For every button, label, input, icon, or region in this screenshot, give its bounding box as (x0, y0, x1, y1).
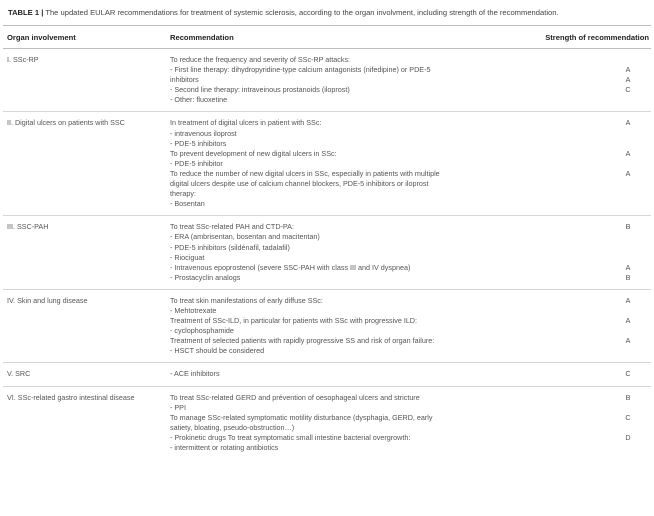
recommendation-line: To treat SSc-related PAH and CTD-PA: (170, 222, 294, 232)
strength-grade (609, 443, 647, 453)
strength-grade (609, 403, 647, 413)
recommendation-line: - First line therapy: dihydropyridine-type calcium antagonists (nifedipine) or PDE-5 (170, 65, 431, 75)
recommendation-line: inhibitors (170, 75, 199, 85)
strength-grade: D (625, 432, 631, 442)
strength-grade (609, 189, 647, 199)
organ-involvement-text: III. SSC-PAH (7, 222, 49, 232)
recommendation-line: To treat SSc-related GERD and prévention of oesophageal ulcers and stricture (170, 392, 420, 402)
recommendation-line: In treatment of digital ulcers in patient with SSc: (170, 118, 322, 128)
organ-involvement-text: I. SSc-RP (7, 55, 39, 64)
strength-grade: C (625, 85, 631, 95)
organ-involvement-cell (3, 112, 166, 216)
strength-grade: C (625, 412, 631, 422)
strength-grade (609, 243, 647, 253)
organ-involvement-cell (3, 49, 166, 112)
table-header-row (3, 26, 651, 49)
strength-cell (529, 216, 651, 290)
recommendation-line: Treatment of SSc-ILD, in particular for patients with SSc with progressive ILD: (170, 316, 417, 326)
recommendation-line: To reduce the number of new digital ulcers in SSc, especially in patients with multiple (170, 168, 440, 178)
eular-recommendations-table (3, 25, 651, 459)
recommendation-line: - Bosentan (170, 199, 205, 209)
recommendation-line: - Intravenous epoprostenol (severe SSC-PAH with class III and IV dyspnea) (170, 262, 411, 272)
recommendation-line: - PPI (170, 402, 186, 412)
strength-grade (609, 179, 647, 189)
recommendation-line: - intravenous iloprost (170, 128, 237, 138)
recommendation-line: - ERA (ambrisentan, bosentan and macitentan) (170, 232, 320, 242)
organ-involvement-cell (3, 216, 166, 290)
strength-grade: A (625, 316, 631, 326)
recommendation-line: - PDE-5 inhibitors (170, 138, 227, 148)
table-row (3, 49, 651, 112)
strength-cell (529, 363, 651, 386)
strength-grade (609, 346, 647, 356)
strength-cell (529, 289, 651, 363)
organ-involvement-text: V. SRC (7, 369, 31, 379)
strength-grade: A (625, 168, 631, 178)
strength-cell (529, 386, 651, 459)
organ-involvement-text: VI. SSc-related gastro intestinal disease (7, 392, 135, 402)
table-row (3, 363, 651, 386)
table-row (3, 386, 651, 459)
recommendation-cell (166, 289, 529, 363)
strength-grade: A (625, 295, 631, 305)
table-caption-text: The updated EULAR recommendations for treatment of systemic sclerosis, according to the organ involvment, including strength of the recommendation. (45, 8, 559, 17)
recommendation-cell (166, 112, 529, 216)
recommendation-line: satiety, bloating, pseudo-obstruction…) (170, 422, 295, 432)
strength-grade: A (625, 118, 631, 128)
recommendation-line: - ACE inhibitors (170, 369, 220, 379)
strength-grade: C (625, 369, 631, 379)
recommendation-cell (166, 386, 529, 459)
recommendation-line: therapy: (170, 189, 196, 199)
strength-grade (609, 129, 647, 139)
recommendation-line: - Riociguat (170, 252, 205, 262)
strength-grade: A (625, 262, 631, 272)
strength-grade: A (625, 336, 631, 346)
recommendation-line: - Prokinetic drugs To treat symptomatic small intestine bacterial overgrowth: (170, 432, 411, 442)
recommendation-line: digital ulcers despite use of calcium channel blockers, PDE-5 inhibitors or iloprost (170, 179, 429, 189)
recommendation-line: - Other: fluoxetine (170, 95, 228, 105)
recommendation-line: - Second line therapy: intraveinous prostanoids (iloprost) (170, 85, 350, 95)
organ-involvement-cell (3, 363, 166, 386)
strength-grade (609, 95, 647, 105)
table-caption-label: TABLE 1 | (8, 8, 44, 17)
strength-grade (609, 326, 647, 336)
header-strength: Strength of recommendation (529, 26, 651, 49)
organ-involvement-text: IV. Skin and lung disease (7, 295, 88, 305)
recommendation-line: To manage SSc-related symptomatic motility disturbance (dysphagia, GERD, early (170, 412, 433, 422)
strength-cell (529, 49, 651, 112)
strength-grade: A (625, 75, 631, 85)
header-recommendation: Recommendation (166, 26, 529, 49)
strength-grade (609, 306, 647, 316)
strength-grade: B (625, 272, 631, 282)
recommendation-line: To reduce the frequency and severity of SSc-RP attacks: (170, 55, 351, 64)
strength-cell (529, 112, 651, 216)
recommendation-cell (166, 216, 529, 290)
organ-involvement-cell (3, 289, 166, 363)
strength-grade (609, 159, 647, 169)
table-row (3, 112, 651, 216)
table-row (3, 216, 651, 290)
recommendation-cell (166, 49, 529, 112)
strength-grade (609, 139, 647, 149)
table-caption (8, 8, 648, 18)
recommendation-line: - Prostacyclin analogs (170, 272, 241, 282)
organ-involvement-text: II. Digital ulcers on patients with SSC (7, 118, 125, 128)
organ-involvement-cell (3, 386, 166, 459)
recommendation-line: - intermittent or rotating antibiotics (170, 443, 279, 452)
strength-grade: B (625, 222, 631, 232)
recommendation-line: To prevent development of new digital ulcers in SSc: (170, 148, 337, 158)
strength-grade: B (625, 392, 631, 402)
strength-grade (609, 232, 647, 242)
recommendation-cell (166, 363, 529, 386)
recommendation-line: To treat skin manifestations of early diffuse SSc: (170, 295, 323, 305)
table-row (3, 289, 651, 363)
strength-grade: A (625, 65, 631, 75)
recommendation-line: - HSCT should be considered (170, 346, 265, 356)
recommendation-line: - PDE-5 inhibitor (170, 158, 223, 168)
header-organ-involvement: Organ involvement (3, 26, 166, 49)
strength-grade (609, 253, 647, 263)
recommendation-line: - Mehtotrexate (170, 305, 217, 315)
recommendation-line: - cyclophosphamide (170, 326, 234, 336)
recommendation-line: - PDE-5 inhibitors (sildénafil, tadalafil) (170, 242, 290, 252)
strength-grade (609, 55, 647, 65)
strength-grade (609, 423, 647, 433)
strength-grade (609, 199, 647, 209)
table-body (3, 49, 651, 460)
strength-grade: A (625, 148, 631, 158)
recommendation-line: Treatment of selected patients with rapidly progressive SS and risk of organ failure: (170, 336, 435, 346)
